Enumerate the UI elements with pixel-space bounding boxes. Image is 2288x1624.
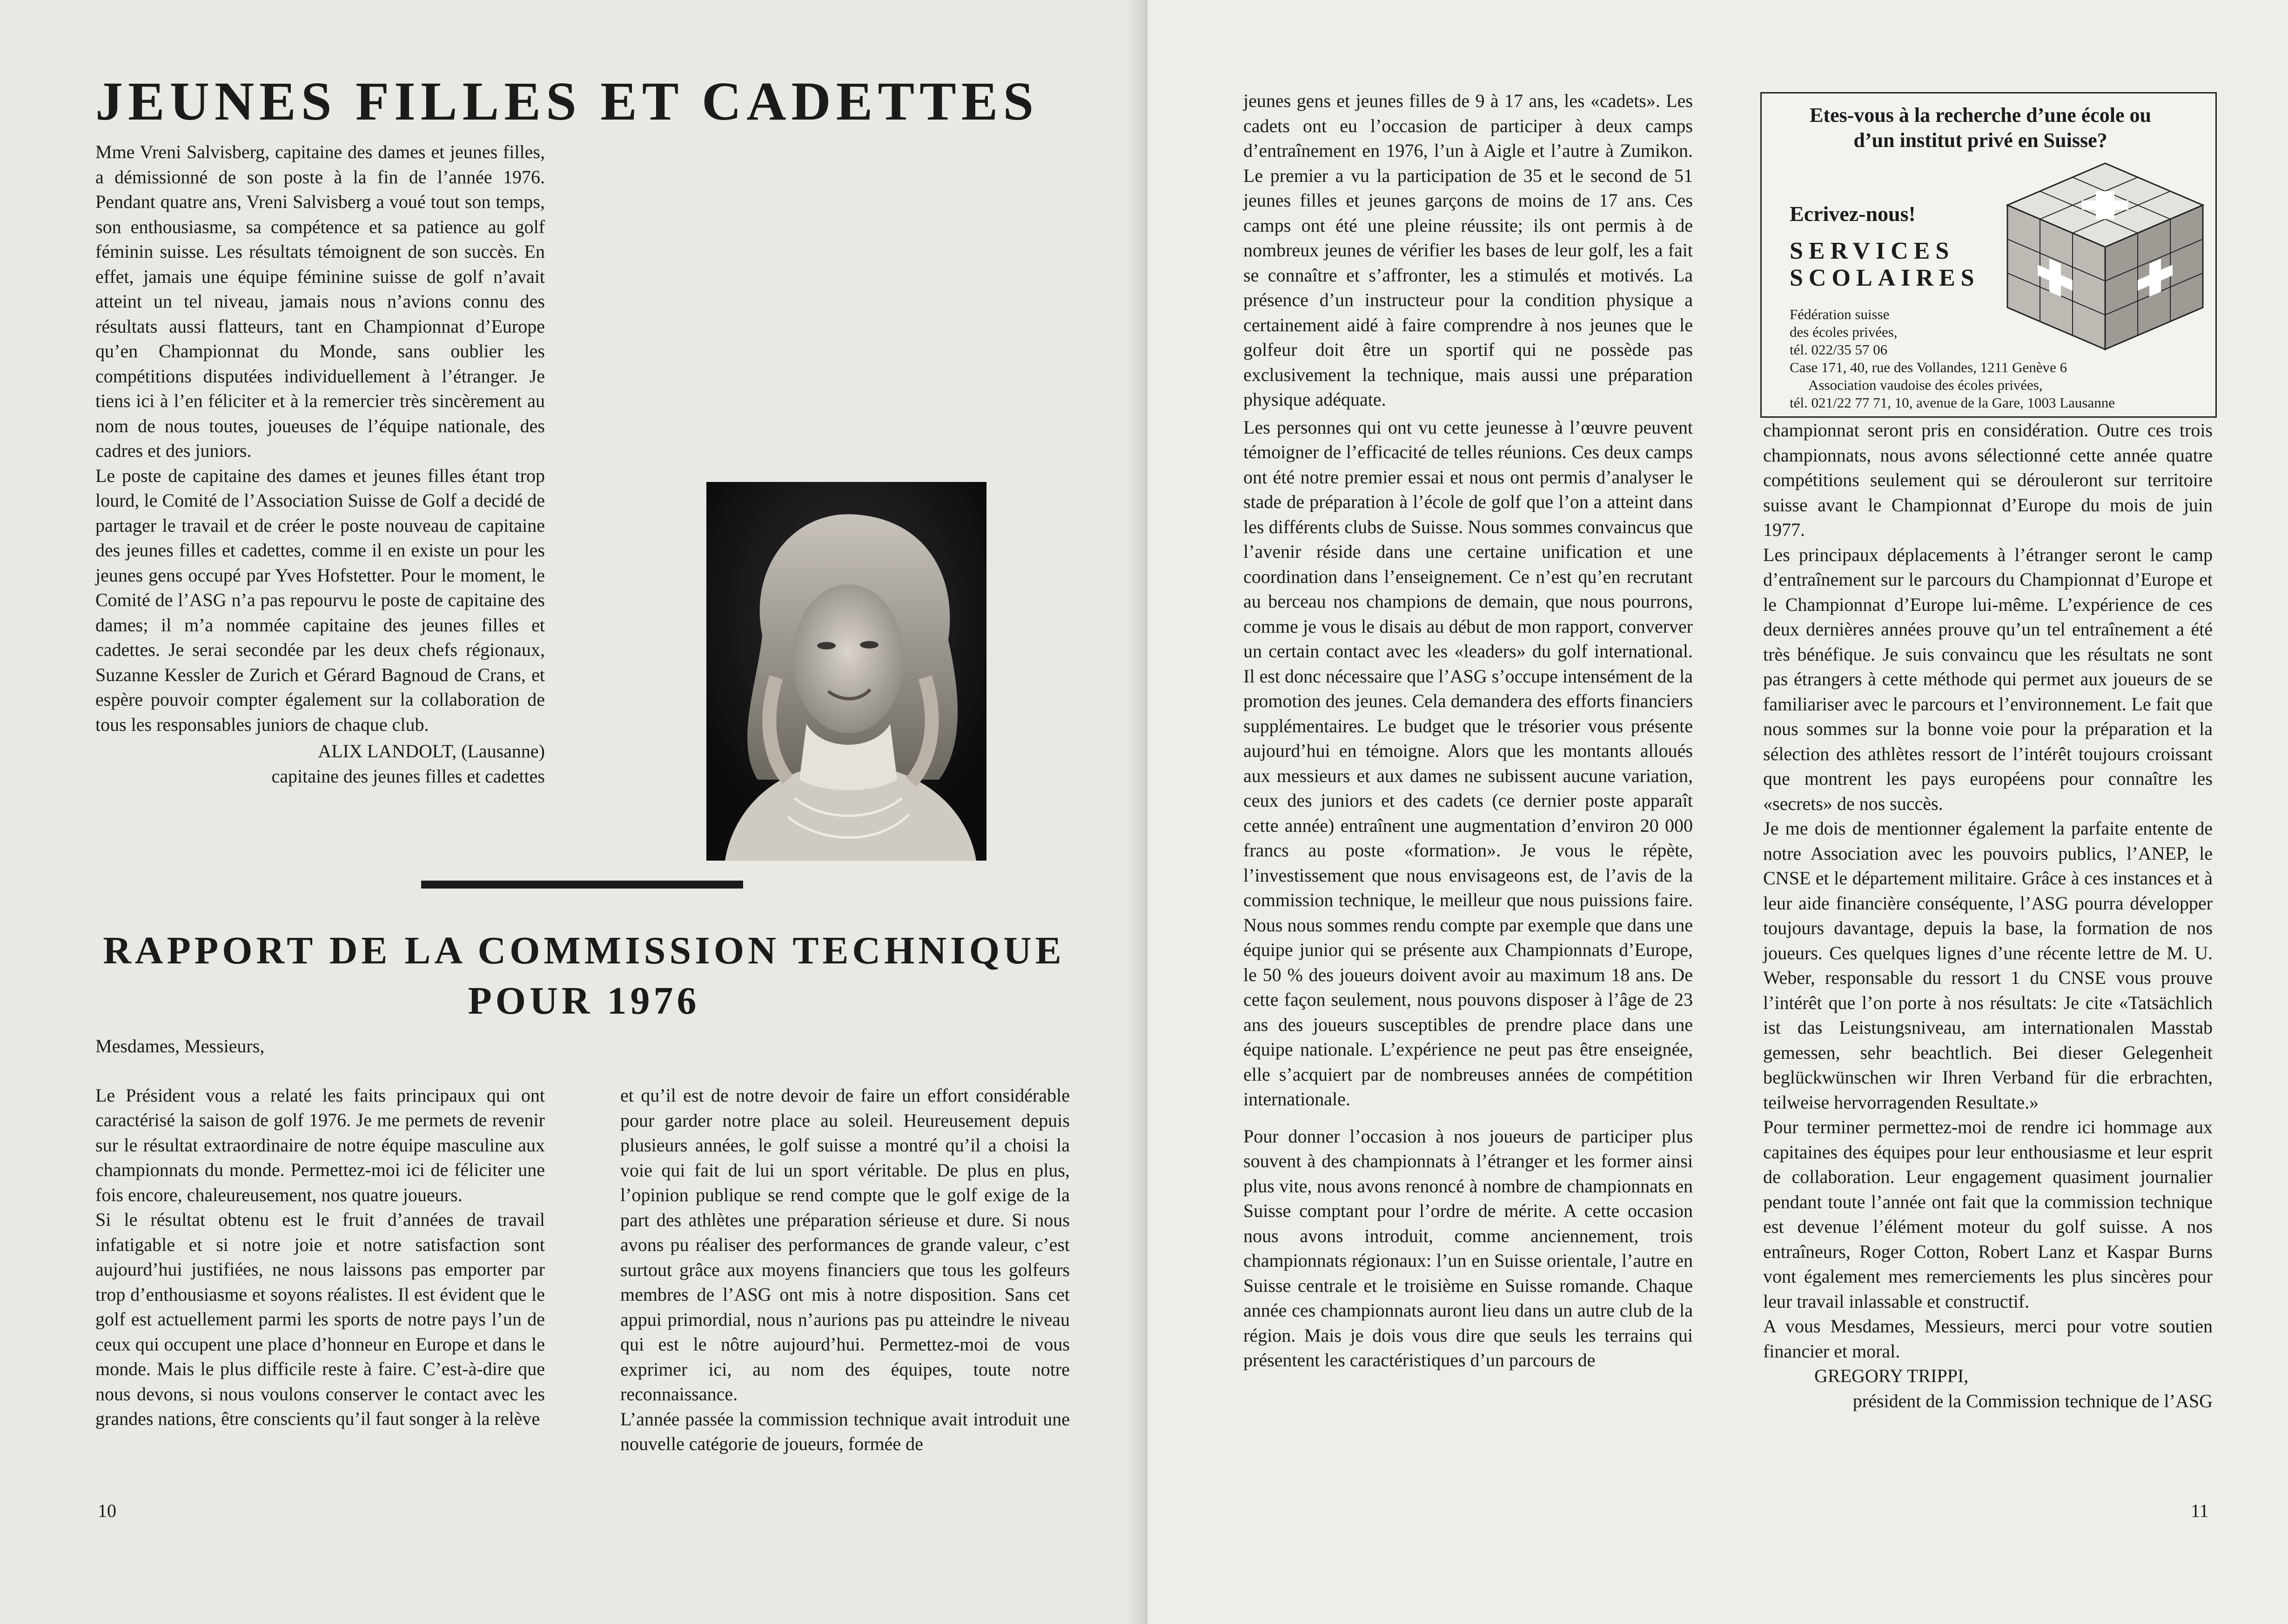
ad-contact-details bbox=[1790, 306, 2208, 412]
signature-role: capitaine des jeunes filles et cadettes bbox=[271, 765, 545, 787]
ad-line: des écoles privées, bbox=[1790, 324, 1898, 340]
ad-line: Fédération suisse bbox=[1790, 306, 1890, 322]
paragraph: L’année passée la commission technique avait introduit une nouvelle catégorie de joueurs, formée de bbox=[620, 1408, 1070, 1454]
paragraph: Pour terminer permettez-moi de rendre ici hommage aux capitaines des équipes pour leur enthousiasme et leur esprit de collaboration. Leur engagement quasiment journalier pendant toute l’année ont fait que la commission technique est devenue l’élément moteur du golf suisse. A nos entraîneurs, Roger Cotton, Robert Lanz et Kaspar Burns vont également mes remerciements les plus sincères pour leur travail inlassable et constructif. bbox=[1763, 1116, 2213, 1312]
page-number: 10 bbox=[98, 1500, 116, 1521]
report-title bbox=[95, 926, 1073, 1026]
article-title: JEUNES FILLES ET CADETTES bbox=[95, 71, 1039, 132]
ad-brand-name bbox=[1790, 238, 1980, 292]
ad-call-to-action: Ecrivez-nous! bbox=[1790, 202, 1916, 226]
paragraph: Les principaux déplacements à l’étranger seront le camp d’entraînement sur le parcours du Championnat d’Europe et le Championnat d’Europe lui-même. L’expérience de ces deux dernières années prouve qu’un tel entraînement a été très bénéfique. Je suis convaincu que les résultats ne sont pas étrangers à cette méthode qui permet aux joueurs de se familiariser avec le parcours et l’environnement. Le fait que nous sommes sur la bonne voie pour la préparation et la sélection des athlètes ressort de l’intérêt toujours croissant que montrent les pays européens pour connaître les «secrets» de nos succès. bbox=[1763, 544, 2213, 814]
paragraph: et qu’il est de notre devoir de faire un effort considérable pour garder notre place au soleil. Heureusement depuis plusieurs années, le golf suisse a montré qu’il a choisi la voie qui fait de lui un sport véritable. De plus en plus, l’opinion publique se rend compte que le golf exige de la part des athlètes une préparation sérieuse et dure. Si nous avons pu réaliser des performances de grande valeur, c’est surtout grâce aux moyens financiers que tous les golfeurs membres de l’ASG ont mis à notre disposition. Sans cet appui primordial, nous n’aurions pas pu atteindre le niveau qui est le nôtre aujourd’hui. Permettez-moi de vous exprimer ici, au nom des équipes, toute notre reconnaissance. bbox=[620, 1085, 1070, 1404]
salutation: Mesdames, Messieurs, bbox=[95, 1036, 265, 1056]
paragraph: Pour donner l’occasion à nos joueurs de participer plus souvent à des championnats à l’étranger et les former ainsi plus vite, nous avons renoncé à nombre de championnats en Suisse comptant pour l’ordre de mérite. A cette occasion nous avons introduit, comme anciennement, trois championnats régionaux: l’un en Suisse orientale, l’autre en Suisse centrale et le troisième en Suisse romande. Chaque année ces championnats auront lieu dans un autre club de la région. Mais je dois vous dire que seuls les terrains qui présentent les caractéristiques d’un parcours de bbox=[1243, 1125, 1693, 1370]
report-column-4 bbox=[1763, 418, 2213, 1413]
school-services-advertisement bbox=[1760, 92, 2217, 418]
page-number: 11 bbox=[2191, 1500, 2209, 1521]
paragraph: jeunes gens et jeunes filles de 9 à 17 ans, les «cadets». Les cadets ont eu l’occasion de participer à deux camps d’entraînement en 1976, l’un à Aigle et l’autre à Zumikon. Le premier a vu la participation de 35 et le second de 51 jeunes filles et jeunes garçons de moins de 17 ans. Ces camps ont été une pleine réussite; ils ont permis à de nombreux jeunes de vérifier les bases de leur golf, les a fait se connaître et s’affronter, les a stimulés et motivés. La présence d’un instructeur pour la condition physique a certainement aidé à faire comprendre à nos jeunes que le golfeur doit être un sportif qui ne possède pas exclusivement la technique, mais aussi une préparation physique adéquate. bbox=[1243, 90, 1693, 410]
ad-line: tél. 022/35 57 06 bbox=[1790, 341, 1888, 358]
paragraph: Si le résultat obtenu est le fruit d’années de travail infatigable et si notre joie et notre satisfaction sont aujourd’hui justifiées, ne nous laissons pas emporter par trop d’enthousiasme et soyons réalistes. Il est évident que le golf est actuellement parmi les sports de notre pays l’un de ceux qui occupent une place d’honneur en Europe et dans le monde. Mais le plus difficile reste à faire. C’est-à-dire que nous devons, si nous voulons conserver le contact avec les grandes nations, être conscients qu’il faut songer à la relève bbox=[95, 1209, 545, 1429]
paragraph: Le Président vous a relaté les faits principaux qui ont caractérisé la saison de golf 1976. Je me permets de revenir sur le résultat extraordinaire de notre équipe masculine aux championnats du monde. Permettez-moi ici de féliciter une fois encore, chaleureusement, nos quatre joueurs. bbox=[95, 1084, 545, 1205]
article-body bbox=[95, 140, 545, 789]
ad-line: Association vaudoise des écoles privées, bbox=[1808, 377, 2043, 393]
report-column-3 bbox=[1243, 88, 1693, 1373]
ad-headline: Etes-vous à la recherche d’une école ou d’un institut privé en Suisse? bbox=[1809, 104, 2152, 152]
paragraph: championnat seront pris en considération. Outre ces trois championnats, nous avons sélectionné cette année quatre compétitions seulement qui se dérouleront sur territoire suisse avant le Championnat d’Europe du mois de juin 1977. bbox=[1763, 420, 2213, 540]
signature-name: ALIX LANDOLT, (Lausanne) bbox=[318, 741, 545, 762]
author-portrait-photo bbox=[706, 482, 986, 861]
portrait-image bbox=[706, 482, 986, 861]
ad-line: tél. 021/22 77 71, 10, avenue de la Gare, 1003 Lausanne bbox=[1790, 394, 2115, 411]
signature-role: président de la Commission technique de l’ASG bbox=[1852, 1390, 2213, 1411]
ad-brand-line1: SERVICES bbox=[1790, 238, 1955, 264]
ad-line: Case 171, 40, rue des Vollandes, 1211 Genève 6 bbox=[1790, 359, 2067, 375]
signature-name: GREGORY TRIPPI, bbox=[1814, 1365, 1969, 1386]
paragraph: Mme Vreni Salvisberg, capitaine des dames et jeunes filles, a démissionné de son poste à la fin de l’année 1976. Pendant quatre ans, Vreni Salvisberg a voué tout son temps, son enthousiasme, sa compétence et sa patience au golf féminin suisse. Les résultats témoignent de son succès. En effet, jamais une équipe féminine suisse de golf n’avait atteint un tel niveau, jamais nous n’avions connu des résultats aussi flatteurs, tant en Championnat d’Europe qu’en Championnat du Monde, sans oublier les compétitions disputées individuellement à l’étranger. Je tiens ici à l’en féliciter et à la remercier très sincèrement au nom de nous toutes, joueuses de l’équipe nationale, des cadres et des juniors. bbox=[95, 141, 545, 461]
paragraph: Les personnes qui ont vu cette jeunesse à l’œuvre peuvent témoigner de l’efficacité de telles réunions. Ces deux camps ont été notre premier essai et nous ont permis d’analyser le stade de préparation à l’école de golf que l’on a atteint dans les différents clubs de Suisse. Nous sommes convaincus que l’avenir réside dans une certaine unification et une coordination dans l’enseignement. Ce n’est qu’en recrutant au berceau nos champions de demain, que nous pourrons, comme je vous le disais au début de mon rapport, converver un certain contact avec les «leaders» du golf international. Il est donc nécessaire que l’ASG s’occupe intensément de la promotion des jeunes. Cela demandera des efforts financiers supplémentaires. Le budget que le trésorier vous présente aujourd’hui en témoigne. Alors que les montants alloués aux messieurs et aux dames ne subissent aucune variation, ceux des juniors et des cadets (ce dernier poste apparaît cette année) entraînent une augmentation d’environ 20 000 francs au poste «formation». Je vous le répète, l’investissement que nous envisageons est, de l’avis de la commission technique, le meilleur que nous puissions faire. Nous nous sommes rendu compte par exemple que dans une équipe junior qui se présente aux Championnats d’Europe, le 50 % des joueurs doivent avoir au maximum 18 ans. De cette façon seulement, nous pouvons disposer à l’âge de 23 ans des joueurs susceptibles de prendre place dans une équipe nationale. L’expérience ne peut pas être enseignée, elle s’acquiert par de nombreuses années de compétition internationale. bbox=[1243, 416, 1693, 1109]
ad-brand-line2: SCOLAIRES bbox=[1790, 265, 1980, 291]
paragraph: Le poste de capitaine des dames et jeunes filles étant trop lourd, le Comité de l’Association Suisse de Golf a decidé de partager le travail et de créer le poste nouveau de capitaine des jeunes filles et cadettes, comme il en existe un pour les jeunes gens occupé par Yves Hofstetter. Pour le moment, le Comité de l’ASG n’a pas repourvu le poste de capitaine des dames; il m’a nommée capitaine des jeunes filles et cadettes. Je serai secondée par les deux chefs régionaux, Suzanne Kessler de Zurich et Gérard Bagnoud de Crans, et espère pouvoir compter également sur la collaboration de tous les responsables juniors de chaque club. bbox=[95, 465, 545, 735]
paragraph: Je me dois de mentionner également la parfaite entente de notre Association avec les pouvoirs publics, l’ANEP, le CNSE et le département militaire. Grâce à ces instances et à leur aide financière conséquente, l’ASG pourra développer toujours davantage, depuis la base, la formation de nos joueurs. Ces quelques lignes d’une récente lettre de M. U. Weber, responsable du ressort 1 du CNSE vous prouve l’intérêt que l’on porte à nos résultats: Je cite «Tatsächlich ist das Leistungsniveau, am internationalen Masstab gemessen, sehr beachtlich. Bei dieser Gelegenheit beglückwünschen wir Ihren Verband für die erbrachten, teilweise hervorragenden Resultate.» bbox=[1763, 818, 2213, 1113]
report-column-2 bbox=[620, 1083, 1070, 1457]
section-divider-rule bbox=[421, 881, 743, 889]
report-column-1 bbox=[95, 1034, 545, 1431]
report-title-line1: RAPPORT DE LA COMMISSION TECHNIQUE bbox=[103, 929, 1065, 972]
paragraph: A vous Mesdames, Messieurs, merci pour votre soutien financier et moral. bbox=[1763, 1316, 2213, 1362]
report-title-line2: POUR 1976 bbox=[468, 979, 700, 1023]
